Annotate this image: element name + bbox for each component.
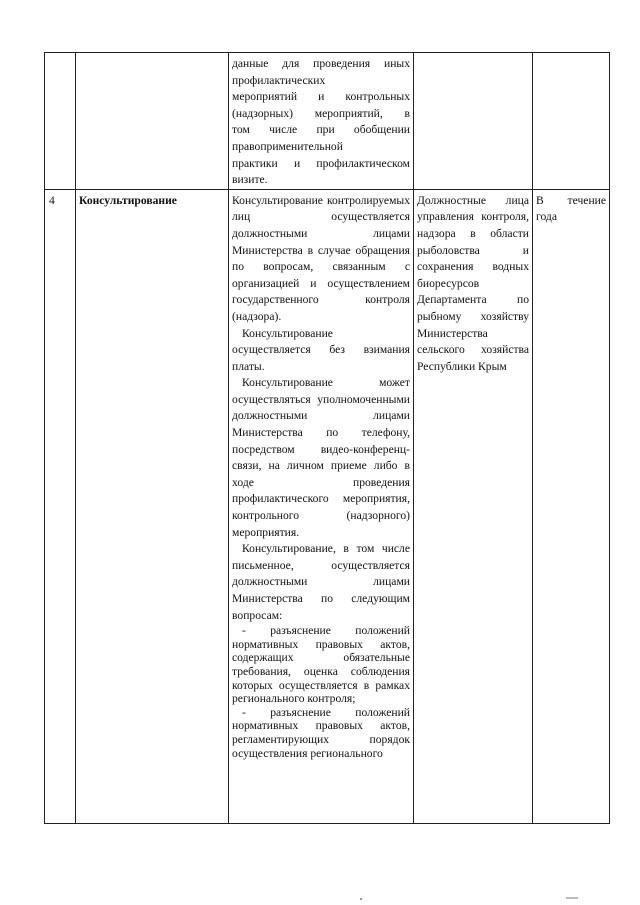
measure-name-cell: Консультирование (76, 189, 229, 823)
content-line: визите. (232, 173, 268, 187)
timing-cell (533, 53, 610, 190)
responsible-cell (414, 53, 533, 190)
content-line: профилактических (232, 73, 326, 87)
content-line: данные для проведения иных (232, 57, 410, 70)
measure-name-cell (76, 53, 229, 190)
row-number-cell: 4 (45, 189, 76, 823)
content-paragraph: Консультирование может осуществляться уполномоченными должностными лицами Министерства по телефону, посредством видео-конференц-связи, на личном приеме либо в ходе проведения профилактического мероприятия, контрольного (надзорного) мероприятия. (232, 376, 410, 539)
content-paragraph: Консультирование, в том числе письменное, осуществляется должностными лицами Министерства по следующим вопросам: (232, 542, 410, 622)
measure-content-cell (229, 53, 414, 190)
content-line: мероприятий и контрольных (232, 90, 410, 104)
content-line: правоприменительной (232, 139, 343, 153)
scan-artifact (566, 897, 578, 899)
table-row (45, 189, 610, 823)
scan-artifact (360, 898, 362, 900)
content-line: том числе при обобщении (232, 123, 410, 137)
table-row (45, 53, 610, 190)
content-paragraph: - разъяснение положений нормативных правовых актов, содержащих обязательные требования, оценка соблюдения которых осуществляется в рамках регионального контроля; (232, 624, 410, 706)
prevention-plan-table (44, 52, 610, 824)
content-paragraph: - разъяснение положений нормативных правовых актов, регламентирующих порядок осуществления регионального (232, 705, 410, 760)
row-number-cell (45, 53, 76, 190)
measure-content-cell (229, 189, 414, 823)
content-line: практики и профилактическом (232, 156, 410, 170)
timing-cell: В течение года (533, 189, 610, 823)
content-paragraph: Консультирование осуществляется без взимания платы. (232, 326, 410, 373)
content-line: (надзорных) мероприятий, в (232, 106, 410, 120)
responsible-cell: Должностные лица управления контроля, надзора в области рыболовства и сохранения водных биоресурсов Департамента по рыбному хозяйству Министерства сельского хозяйства Республики Крым (414, 189, 533, 823)
content-paragraph: Консультирование контролируемых лиц осуществляется должностными лицами Министерства в случае обращения по вопросам, связанным с организацией и осуществлением государственного контроля (надзора). (232, 193, 410, 323)
